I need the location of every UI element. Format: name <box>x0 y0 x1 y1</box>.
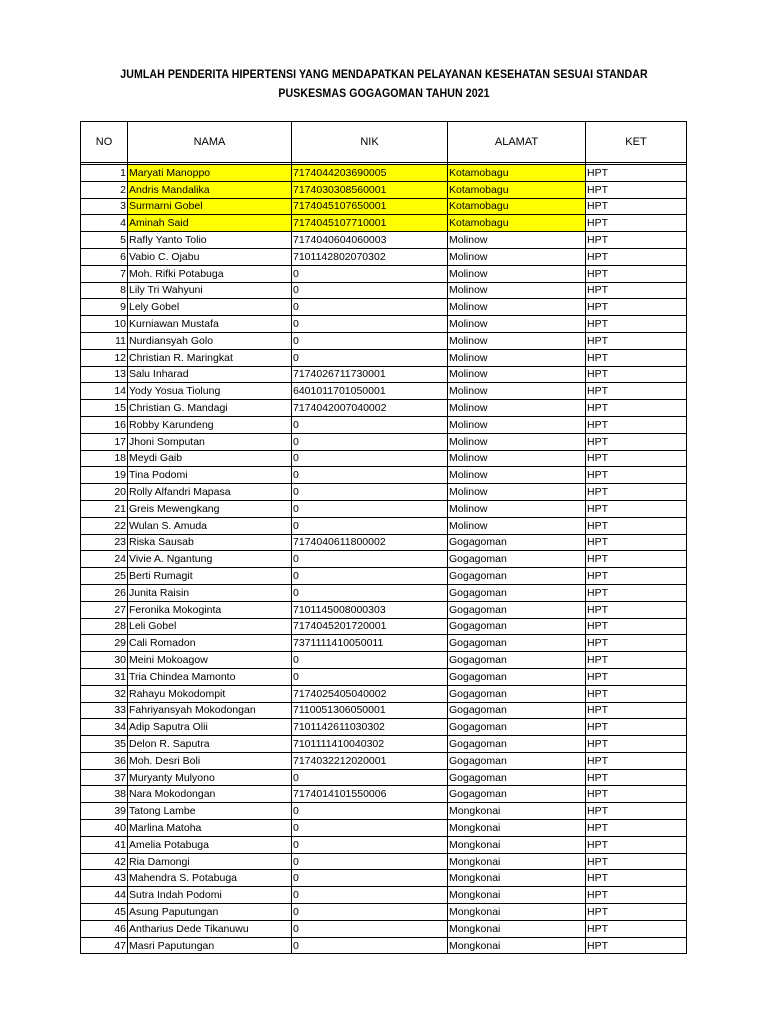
cell-no[interactable]: 18 <box>81 450 128 467</box>
cell-no[interactable]: 11 <box>81 332 128 349</box>
cell-nik[interactable]: 7101111410040302 <box>292 736 448 753</box>
cell-no[interactable]: 32 <box>81 685 128 702</box>
cell-ket[interactable]: HPT <box>586 786 687 803</box>
cell-nama[interactable]: Tatong Lambe <box>128 803 292 820</box>
column-header-ket[interactable]: KET <box>586 122 687 163</box>
cell-alamat[interactable]: Molinow <box>448 450 586 467</box>
cell-alamat[interactable]: Gogagoman <box>448 719 586 736</box>
table-row[interactable] <box>81 316 687 333</box>
cell-alamat[interactable]: Molinow <box>448 416 586 433</box>
cell-nik[interactable]: 7174014101550006 <box>292 786 448 803</box>
cell-no[interactable]: 16 <box>81 416 128 433</box>
cell-ket[interactable]: HPT <box>586 484 687 501</box>
cell-nama[interactable]: Junita Raisin <box>128 584 292 601</box>
cell-ket[interactable]: HPT <box>586 517 687 534</box>
cell-alamat[interactable]: Mongkonai <box>448 920 586 937</box>
table-row[interactable] <box>81 752 687 769</box>
cell-nama[interactable]: Rolly Alfandri Mapasa <box>128 484 292 501</box>
cell-ket[interactable]: HPT <box>586 366 687 383</box>
table-row[interactable] <box>81 820 687 837</box>
cell-alamat[interactable]: Gogagoman <box>448 652 586 669</box>
table-row[interactable] <box>81 198 687 215</box>
title-line-2: PUSKESMAS GOGAGOMAN TAHUN 2021 <box>278 88 490 100</box>
cell-alamat[interactable]: Molinow <box>448 433 586 450</box>
cell-nama[interactable]: Nurdiansyah Golo <box>128 332 292 349</box>
cell-nama[interactable]: Muryanty Mulyono <box>128 769 292 786</box>
cell-nik[interactable]: 7174025405040002 <box>292 685 448 702</box>
cell-ket[interactable]: HPT <box>586 248 687 265</box>
cell-ket[interactable]: HPT <box>586 383 687 400</box>
cell-nik[interactable]: 0 <box>292 450 448 467</box>
cell-nik[interactable]: 0 <box>292 484 448 501</box>
cell-nik[interactable]: 7174030308560001 <box>292 181 448 198</box>
cell-alamat[interactable]: Molinow <box>448 265 586 282</box>
table-row[interactable] <box>81 870 687 887</box>
table-row[interactable] <box>81 416 687 433</box>
table-row[interactable] <box>81 702 687 719</box>
cell-nama[interactable]: Rafly Yanto Tolio <box>128 232 292 249</box>
cell-nama[interactable]: Antharius Dede Tikanuwu <box>128 920 292 937</box>
cell-no[interactable]: 45 <box>81 904 128 921</box>
cell-nama[interactable]: Tina Podomi <box>128 467 292 484</box>
cell-nama[interactable]: Rahayu Mokodompit <box>128 685 292 702</box>
cell-ket[interactable]: HPT <box>586 820 687 837</box>
cell-ket[interactable]: HPT <box>586 618 687 635</box>
table-row[interactable] <box>81 836 687 853</box>
cell-nik[interactable]: 7371111410050011 <box>292 635 448 652</box>
cell-nik[interactable]: 7101142802070302 <box>292 248 448 265</box>
cell-ket[interactable]: HPT <box>586 433 687 450</box>
cell-alamat[interactable]: Molinow <box>448 232 586 249</box>
cell-nik[interactable]: 0 <box>292 568 448 585</box>
cell-nik[interactable]: 0 <box>292 652 448 669</box>
cell-alamat[interactable]: Mongkonai <box>448 820 586 837</box>
cell-alamat[interactable]: Mongkonai <box>448 937 586 954</box>
cell-alamat[interactable]: Gogagoman <box>448 752 586 769</box>
cell-nik[interactable]: 0 <box>292 265 448 282</box>
cell-no[interactable]: 31 <box>81 668 128 685</box>
table-row[interactable] <box>81 500 687 517</box>
table-row[interactable] <box>81 484 687 501</box>
cell-no[interactable]: 14 <box>81 383 128 400</box>
cell-ket[interactable]: HPT <box>586 551 687 568</box>
cell-nik[interactable]: 0 <box>292 836 448 853</box>
cell-ket[interactable]: HPT <box>586 870 687 887</box>
cell-no[interactable]: 6 <box>81 248 128 265</box>
cell-nama[interactable]: Lily Tri Wahyuni <box>128 282 292 299</box>
table-row[interactable] <box>81 433 687 450</box>
cell-nik[interactable]: 0 <box>292 668 448 685</box>
cell-ket[interactable]: HPT <box>586 265 687 282</box>
cell-nik[interactable]: 0 <box>292 937 448 954</box>
cell-no[interactable]: 5 <box>81 232 128 249</box>
cell-no[interactable]: 13 <box>81 366 128 383</box>
cell-ket[interactable]: HPT <box>586 198 687 215</box>
cell-no[interactable]: 3 <box>81 198 128 215</box>
cell-no[interactable]: 35 <box>81 736 128 753</box>
cell-no[interactable]: 23 <box>81 534 128 551</box>
cell-nama[interactable]: Maryati Manoppo <box>128 165 292 182</box>
cell-no[interactable]: 2 <box>81 181 128 198</box>
cell-nama[interactable]: Meini Mokoagow <box>128 652 292 669</box>
cell-no[interactable]: 22 <box>81 517 128 534</box>
cell-nik[interactable]: 0 <box>292 551 448 568</box>
cell-no[interactable]: 38 <box>81 786 128 803</box>
cell-no[interactable]: 37 <box>81 769 128 786</box>
cell-nik[interactable]: 0 <box>292 904 448 921</box>
cell-no[interactable]: 1 <box>81 165 128 182</box>
cell-nama[interactable]: Ria Damongi <box>128 853 292 870</box>
cell-ket[interactable]: HPT <box>586 601 687 618</box>
cell-nik[interactable]: 0 <box>292 349 448 366</box>
table-row[interactable] <box>81 887 687 904</box>
cell-alamat[interactable]: Gogagoman <box>448 786 586 803</box>
table-row[interactable] <box>81 652 687 669</box>
cell-ket[interactable]: HPT <box>586 904 687 921</box>
table-row[interactable] <box>81 366 687 383</box>
table-row[interactable] <box>81 450 687 467</box>
cell-no[interactable]: 44 <box>81 887 128 904</box>
cell-nik[interactable]: 0 <box>292 920 448 937</box>
cell-no[interactable]: 28 <box>81 618 128 635</box>
cell-no[interactable]: 39 <box>81 803 128 820</box>
table-row[interactable] <box>81 517 687 534</box>
table-row[interactable] <box>81 736 687 753</box>
cell-nik[interactable]: 6401011701050001 <box>292 383 448 400</box>
cell-nik[interactable]: 7174032212020001 <box>292 752 448 769</box>
table-row[interactable] <box>81 920 687 937</box>
cell-nama[interactable]: Riska Sausab <box>128 534 292 551</box>
cell-ket[interactable]: HPT <box>586 467 687 484</box>
cell-nik[interactable]: 7110051306050001 <box>292 702 448 719</box>
cell-ket[interactable]: HPT <box>586 165 687 182</box>
cell-alamat[interactable]: Mongkonai <box>448 803 586 820</box>
cell-nik[interactable]: 0 <box>292 316 448 333</box>
cell-no[interactable]: 41 <box>81 836 128 853</box>
cell-alamat[interactable]: Kotamobagu <box>448 198 586 215</box>
cell-alamat[interactable]: Mongkonai <box>448 870 586 887</box>
cell-nik[interactable]: 0 <box>292 517 448 534</box>
table-row[interactable] <box>81 551 687 568</box>
cell-nik[interactable]: 7174045201720001 <box>292 618 448 635</box>
cell-nama[interactable]: Berti Rumagit <box>128 568 292 585</box>
cell-ket[interactable]: HPT <box>586 937 687 954</box>
cell-nama[interactable]: Robby Karundeng <box>128 416 292 433</box>
cell-alamat[interactable]: Kotamobagu <box>448 181 586 198</box>
cell-no[interactable]: 30 <box>81 652 128 669</box>
cell-ket[interactable]: HPT <box>586 282 687 299</box>
cell-no[interactable]: 46 <box>81 920 128 937</box>
cell-ket[interactable]: HPT <box>586 920 687 937</box>
cell-no[interactable]: 10 <box>81 316 128 333</box>
cell-alamat[interactable]: Gogagoman <box>448 568 586 585</box>
cell-no[interactable]: 12 <box>81 349 128 366</box>
cell-no[interactable]: 43 <box>81 870 128 887</box>
cell-nik[interactable]: 7174042007040002 <box>292 400 448 417</box>
cell-no[interactable]: 33 <box>81 702 128 719</box>
cell-nik[interactable]: 0 <box>292 887 448 904</box>
table-row[interactable] <box>81 332 687 349</box>
column-header-no[interactable]: NO <box>81 122 128 163</box>
table-row[interactable] <box>81 568 687 585</box>
cell-nik[interactable]: 0 <box>292 803 448 820</box>
table-row[interactable] <box>81 668 687 685</box>
cell-nama[interactable]: Asung Paputungan <box>128 904 292 921</box>
table-row[interactable] <box>81 853 687 870</box>
cell-nik[interactable]: 0 <box>292 282 448 299</box>
cell-nama[interactable]: Aminah Said <box>128 215 292 232</box>
cell-ket[interactable]: HPT <box>586 668 687 685</box>
cell-nama[interactable]: Sutra Indah Podomi <box>128 887 292 904</box>
cell-ket[interactable]: HPT <box>586 316 687 333</box>
cell-nik[interactable]: 0 <box>292 299 448 316</box>
cell-nama[interactable]: Meydi Gaib <box>128 450 292 467</box>
cell-nama[interactable]: Masri Paputungan <box>128 937 292 954</box>
cell-no[interactable]: 7 <box>81 265 128 282</box>
cell-alamat[interactable]: Molinow <box>448 349 586 366</box>
cell-ket[interactable]: HPT <box>586 685 687 702</box>
cell-nik[interactable]: 0 <box>292 584 448 601</box>
table-row[interactable] <box>81 584 687 601</box>
cell-ket[interactable]: HPT <box>586 736 687 753</box>
cell-alamat[interactable]: Gogagoman <box>448 618 586 635</box>
cell-alamat[interactable]: Molinow <box>448 316 586 333</box>
cell-no[interactable]: 9 <box>81 299 128 316</box>
table-row[interactable] <box>81 534 687 551</box>
cell-ket[interactable]: HPT <box>586 450 687 467</box>
cell-no[interactable]: 34 <box>81 719 128 736</box>
cell-alamat[interactable]: Molinow <box>448 366 586 383</box>
cell-ket[interactable]: HPT <box>586 534 687 551</box>
cell-ket[interactable]: HPT <box>586 232 687 249</box>
cell-nik[interactable]: 0 <box>292 769 448 786</box>
cell-nama[interactable]: Vabio C. Ojabu <box>128 248 292 265</box>
cell-nama[interactable]: Wulan S. Amuda <box>128 517 292 534</box>
cell-ket[interactable]: HPT <box>586 500 687 517</box>
cell-alamat[interactable]: Molinow <box>448 383 586 400</box>
table-header <box>81 122 687 163</box>
cell-nama[interactable]: Salu Inharad <box>128 366 292 383</box>
cell-nik[interactable]: 7174026711730001 <box>292 366 448 383</box>
cell-no[interactable]: 15 <box>81 400 128 417</box>
cell-ket[interactable]: HPT <box>586 181 687 198</box>
cell-nik[interactable]: 0 <box>292 433 448 450</box>
title-line-1: JUMLAH PENDERITA HIPERTENSI YANG MENDAPATKAN PELAYANAN KESEHATAN SESUAI STANDAR <box>120 69 648 81</box>
cell-alamat[interactable]: Molinow <box>448 517 586 534</box>
cell-ket[interactable]: HPT <box>586 416 687 433</box>
cell-nama[interactable]: Feronika Mokoginta <box>128 601 292 618</box>
cell-alamat[interactable]: Mongkonai <box>448 853 586 870</box>
cell-alamat[interactable]: Gogagoman <box>448 668 586 685</box>
cell-no[interactable]: 26 <box>81 584 128 601</box>
cell-nama[interactable]: Mahendra S. Potabuga <box>128 870 292 887</box>
cell-nik[interactable]: 0 <box>292 500 448 517</box>
cell-ket[interactable]: HPT <box>586 635 687 652</box>
table-row[interactable] <box>81 181 687 198</box>
cell-ket[interactable]: HPT <box>586 349 687 366</box>
cell-no[interactable]: 47 <box>81 937 128 954</box>
cell-nik[interactable]: 0 <box>292 853 448 870</box>
document-title <box>0 66 768 104</box>
cell-no[interactable]: 24 <box>81 551 128 568</box>
cell-alamat[interactable]: Molinow <box>448 332 586 349</box>
cell-nama[interactable]: Amelia Potabuga <box>128 836 292 853</box>
cell-no[interactable]: 19 <box>81 467 128 484</box>
cell-no[interactable]: 27 <box>81 601 128 618</box>
table-row[interactable] <box>81 282 687 299</box>
cell-nama[interactable]: Tria Chindea Mamonto <box>128 668 292 685</box>
cell-nama[interactable]: Yody Yosua Tiolung <box>128 383 292 400</box>
cell-nama[interactable]: Moh. Desri Boli <box>128 752 292 769</box>
table-row[interactable] <box>81 383 687 400</box>
cell-nama[interactable]: Jhoni Somputan <box>128 433 292 450</box>
cell-ket[interactable]: HPT <box>586 568 687 585</box>
cell-nama[interactable]: Delon R. Saputra <box>128 736 292 753</box>
cell-nama[interactable]: Nara Mokodongan <box>128 786 292 803</box>
cell-ket[interactable]: HPT <box>586 803 687 820</box>
cell-alamat[interactable]: Molinow <box>448 484 586 501</box>
table-row[interactable] <box>81 349 687 366</box>
table-row[interactable] <box>81 769 687 786</box>
cell-nama[interactable]: Andris Mandalika <box>128 181 292 198</box>
cell-nik[interactable]: 7174040611800002 <box>292 534 448 551</box>
cell-no[interactable]: 8 <box>81 282 128 299</box>
cell-no[interactable]: 40 <box>81 820 128 837</box>
cell-alamat[interactable]: Gogagoman <box>448 702 586 719</box>
table-row[interactable] <box>81 467 687 484</box>
cell-ket[interactable]: HPT <box>586 702 687 719</box>
cell-alamat[interactable]: Gogagoman <box>448 534 586 551</box>
cell-alamat[interactable]: Mongkonai <box>448 904 586 921</box>
cell-ket[interactable]: HPT <box>586 887 687 904</box>
cell-no[interactable]: 17 <box>81 433 128 450</box>
table-body <box>81 163 687 954</box>
header-row <box>81 122 687 163</box>
cell-nama[interactable]: Greis Mewengkang <box>128 500 292 517</box>
cell-alamat[interactable]: Gogagoman <box>448 769 586 786</box>
table-row[interactable] <box>81 803 687 820</box>
cell-alamat[interactable]: Gogagoman <box>448 685 586 702</box>
cell-ket[interactable]: HPT <box>586 584 687 601</box>
cell-nama[interactable]: Moh. Rifki Potabuga <box>128 265 292 282</box>
cell-nama[interactable]: Fahriyansyah Mokodongan <box>128 702 292 719</box>
cell-alamat[interactable]: Molinow <box>448 500 586 517</box>
table-row[interactable] <box>81 232 687 249</box>
cell-alamat[interactable]: Kotamobagu <box>448 215 586 232</box>
table-row[interactable] <box>81 248 687 265</box>
table-row[interactable] <box>81 400 687 417</box>
cell-no[interactable]: 20 <box>81 484 128 501</box>
cell-nik[interactable]: 0 <box>292 820 448 837</box>
cell-nama[interactable]: Lely Gobel <box>128 299 292 316</box>
cell-nik[interactable]: 0 <box>292 870 448 887</box>
table-row[interactable] <box>81 215 687 232</box>
cell-alamat[interactable]: Molinow <box>448 282 586 299</box>
cell-alamat[interactable]: Molinow <box>448 467 586 484</box>
table-row[interactable] <box>81 299 687 316</box>
cell-nama[interactable]: Vivie A. Ngantung <box>128 551 292 568</box>
cell-ket[interactable]: HPT <box>586 836 687 853</box>
column-header-nama[interactable]: NAMA <box>128 122 292 163</box>
table-row[interactable] <box>81 265 687 282</box>
cell-nama[interactable]: Leli Gobel <box>128 618 292 635</box>
cell-no[interactable]: 4 <box>81 215 128 232</box>
cell-ket[interactable]: HPT <box>586 853 687 870</box>
cell-ket[interactable]: HPT <box>586 215 687 232</box>
cell-alamat[interactable]: Gogagoman <box>448 736 586 753</box>
cell-alamat[interactable]: Molinow <box>448 299 586 316</box>
cell-nama[interactable]: Surmarni Gobel <box>128 198 292 215</box>
cell-no[interactable]: 36 <box>81 752 128 769</box>
cell-ket[interactable]: HPT <box>586 719 687 736</box>
cell-alamat[interactable]: Gogagoman <box>448 584 586 601</box>
cell-nik[interactable]: 7174040604060003 <box>292 232 448 249</box>
cell-ket[interactable]: HPT <box>586 400 687 417</box>
table-row[interactable] <box>81 786 687 803</box>
cell-alamat[interactable]: Gogagoman <box>448 635 586 652</box>
table-row[interactable] <box>81 165 687 182</box>
cell-nik[interactable]: 0 <box>292 416 448 433</box>
cell-alamat[interactable]: Kotamobagu <box>448 165 586 182</box>
table-row[interactable] <box>81 719 687 736</box>
cell-nik[interactable]: 0 <box>292 467 448 484</box>
cell-alamat[interactable]: Mongkonai <box>448 887 586 904</box>
cell-nik[interactable]: 7101142611030302 <box>292 719 448 736</box>
cell-alamat[interactable]: Molinow <box>448 248 586 265</box>
table-row[interactable] <box>81 904 687 921</box>
cell-alamat[interactable]: Gogagoman <box>448 601 586 618</box>
cell-no[interactable]: 25 <box>81 568 128 585</box>
cell-alamat[interactable]: Gogagoman <box>448 551 586 568</box>
cell-no[interactable]: 29 <box>81 635 128 652</box>
cell-ket[interactable]: HPT <box>586 769 687 786</box>
cell-ket[interactable]: HPT <box>586 332 687 349</box>
cell-nama[interactable]: Christian G. Mandagi <box>128 400 292 417</box>
cell-alamat[interactable]: Mongkonai <box>448 836 586 853</box>
cell-nik[interactable]: 0 <box>292 332 448 349</box>
table-row[interactable] <box>81 618 687 635</box>
column-header-nik[interactable]: NIK <box>292 122 448 163</box>
cell-nama[interactable]: Cali Romadon <box>128 635 292 652</box>
cell-ket[interactable]: HPT <box>586 652 687 669</box>
cell-nama[interactable]: Kurniawan Mustafa <box>128 316 292 333</box>
cell-ket[interactable]: HPT <box>586 299 687 316</box>
cell-nama[interactable]: Christian R. Maringkat <box>128 349 292 366</box>
table-row[interactable] <box>81 601 687 618</box>
cell-nik[interactable]: 7174044203690005 <box>292 165 448 182</box>
column-header-alamat[interactable]: ALAMAT <box>448 122 586 163</box>
cell-nama[interactable]: Marlina Matoha <box>128 820 292 837</box>
table-row[interactable] <box>81 685 687 702</box>
cell-no[interactable]: 42 <box>81 853 128 870</box>
table-row[interactable] <box>81 937 687 954</box>
patient-table <box>80 121 687 954</box>
cell-nik[interactable]: 7174045107650001 <box>292 198 448 215</box>
cell-no[interactable]: 21 <box>81 500 128 517</box>
cell-nama[interactable]: Adip Saputra Olii <box>128 719 292 736</box>
table-row[interactable] <box>81 635 687 652</box>
cell-nik[interactable]: 7174045107710001 <box>292 215 448 232</box>
cell-alamat[interactable]: Molinow <box>448 400 586 417</box>
cell-ket[interactable]: HPT <box>586 752 687 769</box>
cell-nik[interactable]: 7101145008000303 <box>292 601 448 618</box>
